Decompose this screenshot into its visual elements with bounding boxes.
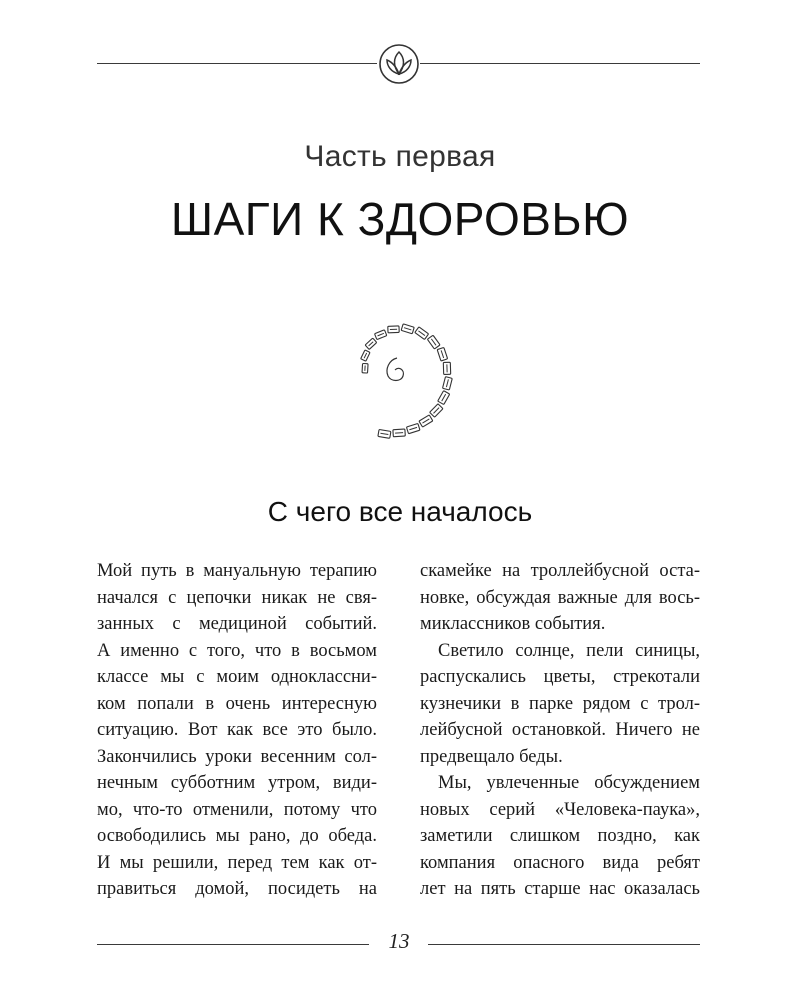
spiral-glyph	[362, 363, 368, 373]
text-line: Мой путь в мануальную терапию	[97, 561, 377, 581]
spiral-glyph	[406, 423, 420, 433]
section-title: С чего все началось	[267, 496, 533, 527]
text-line: скамейке на троллейбусной оста-	[420, 561, 700, 581]
text-line: предвещало беды.	[420, 746, 563, 767]
spiral-glyph	[419, 415, 433, 427]
spiral-glyph	[415, 327, 429, 340]
spiral-glyph	[427, 335, 440, 349]
spiral-glyph	[437, 347, 447, 361]
spiral-curl	[387, 358, 403, 381]
spiral-glyph	[443, 377, 453, 390]
text-line: кузнечики в парке рядом с трол-	[420, 693, 700, 714]
text-line: распускались цветы, стрекотали	[420, 667, 700, 687]
text-line: нечным субботним утром, види-	[97, 773, 377, 793]
text-line: мо, что-то отменили, потому что	[97, 799, 377, 820]
text-line: начался с цепочки никак не свя-	[97, 587, 377, 608]
text-line: Светило солнце, пели синицы,	[438, 640, 700, 661]
footer-rule-left	[97, 944, 369, 945]
spiral-glyph	[443, 362, 450, 374]
spiral-glyph	[430, 404, 443, 417]
spiral-glyph	[438, 391, 450, 405]
spiral-ornament-icon	[325, 300, 465, 440]
text-line: Мы, увлеченные обсуждением	[438, 773, 700, 793]
text-line: лейбусной остановкой. Ничего не	[420, 720, 700, 740]
text-line: миклассников события.	[420, 614, 606, 634]
part-label: Часть первая	[304, 140, 496, 173]
text-line: занных с медициной событий.	[97, 614, 377, 634]
lotus-icon	[377, 42, 421, 86]
footer-rule-right	[428, 944, 700, 945]
text-line: правиться домой, посидеть на	[97, 879, 377, 899]
spiral-glyph	[361, 350, 370, 361]
text-line: ситуацию. Вот как все это было.	[97, 720, 377, 740]
text-line: А именно с того, что в восьмом	[97, 640, 377, 661]
text-line: освободились мы рано, до обеда.	[97, 826, 377, 846]
spiral-glyph	[378, 429, 391, 438]
header-rule-left	[97, 63, 377, 64]
text-line: Закончились уроки весенним сол-	[97, 746, 377, 767]
spiral-glyph	[401, 324, 414, 334]
spiral-glyph	[393, 429, 405, 437]
body-column-left	[97, 558, 377, 903]
text-line: заметили слишком поздно, как	[420, 826, 700, 846]
text-line: новке, обсуждая важные для вось-	[420, 587, 700, 608]
part-title: ШАГИ К ЗДОРОВЬЮ	[170, 193, 630, 245]
page-number: 13	[388, 929, 410, 953]
text-line: компания опасного вида ребят	[420, 852, 700, 873]
text-line: И мы решили, перед тем как от-	[97, 852, 377, 873]
spiral-glyph	[375, 330, 387, 340]
body-column-right	[420, 558, 700, 903]
header-rule-right	[420, 63, 700, 64]
text-line: классе мы с моим одноклассни-	[97, 667, 377, 687]
text-line: новых серий «Человека-паука»,	[420, 799, 700, 820]
text-line: ком попали в очень интересную	[97, 693, 377, 714]
spiral-glyph	[388, 326, 399, 333]
text-line: лет на пять старше нас оказалась	[420, 879, 700, 899]
spiral-glyph	[365, 338, 377, 349]
